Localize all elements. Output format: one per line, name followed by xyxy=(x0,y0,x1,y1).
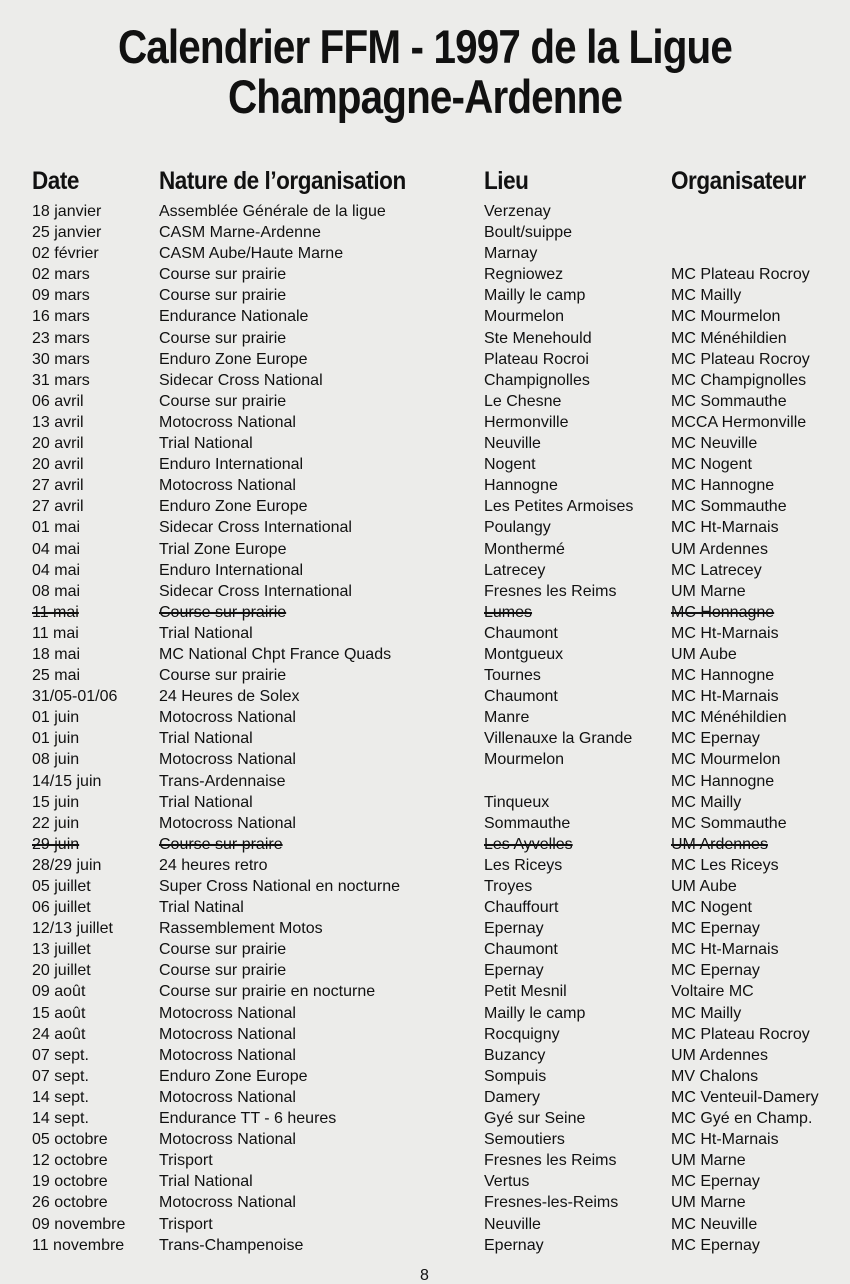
row-date: 18 janvier xyxy=(32,203,102,220)
row-organisateur: UM Aube xyxy=(671,645,737,663)
table-row xyxy=(0,328,850,349)
row-lieu: Monthermé xyxy=(484,540,565,558)
table-row-cancelled xyxy=(0,834,850,855)
row-date: 04 mai xyxy=(32,561,81,579)
row-organisateur: MC Champignolles xyxy=(671,371,807,389)
row-organisateur: MC Mailly xyxy=(671,287,742,305)
row-nature: Trial National xyxy=(159,624,253,642)
table-row xyxy=(0,686,850,707)
row-lieu: Chaumont xyxy=(484,624,558,642)
table-row xyxy=(0,560,850,581)
row-lieu: Fresnes les Reims xyxy=(484,1152,617,1170)
table-row xyxy=(0,412,850,433)
row-nature: Course sur praire xyxy=(159,835,283,853)
table-row xyxy=(0,792,850,813)
table-row xyxy=(0,1214,850,1235)
table-row xyxy=(0,1192,850,1213)
row-date: 31 mars xyxy=(32,371,90,389)
header-date: Date xyxy=(32,167,79,195)
row-date: 27 avril xyxy=(32,477,84,495)
row-date: 12/13 juillet xyxy=(32,920,113,938)
table-row xyxy=(0,960,850,981)
table-row xyxy=(0,496,850,517)
row-organisateur: MC Plateau Rocroy xyxy=(671,350,810,368)
row-lieu: Chauffourt xyxy=(484,899,559,917)
row-nature: Course sur prairie xyxy=(159,287,287,305)
row-organisateur: MV Chalons xyxy=(671,1067,759,1085)
row-lieu: Montgueux xyxy=(484,645,564,663)
row-lieu: Fresnes les Reims xyxy=(484,582,617,600)
row-date: 20 avril xyxy=(32,456,84,474)
row-lieu: Villenauxe la Grande xyxy=(484,730,633,748)
row-nature: Course sur prairie en nocturne xyxy=(159,983,376,1001)
table-row-cancelled xyxy=(0,602,850,623)
row-nature: 24 Heures de Solex xyxy=(159,688,300,706)
row-lieu: Fresnes-les-Reims xyxy=(484,1194,619,1212)
row-lieu: Mailly le camp xyxy=(484,287,586,305)
row-nature: Sidecar Cross National xyxy=(159,371,323,389)
row-date: 14/15 juin xyxy=(32,772,102,790)
row-date: 06 juillet xyxy=(32,899,91,917)
table-row xyxy=(0,475,850,496)
row-nature: CASM Aube/Haute Marne xyxy=(159,245,344,263)
row-nature: Sidecar Cross International xyxy=(159,519,352,537)
row-organisateur: MC Venteuil-Damery xyxy=(671,1088,819,1106)
row-nature: Course sur prairie xyxy=(159,941,287,959)
row-nature: Enduro International xyxy=(159,456,304,474)
row-organisateur: MC Neuville xyxy=(671,435,758,453)
table-row xyxy=(0,306,850,327)
table-row xyxy=(0,1024,850,1045)
table-row xyxy=(0,897,850,918)
table-row xyxy=(0,1129,850,1150)
row-date: 01 juin xyxy=(32,730,80,748)
row-organisateur: MC Mailly xyxy=(671,793,742,811)
row-organisateur: MC Mourmelon xyxy=(671,308,781,326)
row-lieu: Poulangy xyxy=(484,519,551,537)
row-lieu: Vertus xyxy=(484,1173,530,1191)
row-nature: Motocross National xyxy=(159,477,296,495)
row-date: 22 juin xyxy=(32,814,80,832)
page-number: 8 xyxy=(420,1267,429,1284)
row-nature: CASM Marne-Ardenne xyxy=(159,224,321,242)
row-nature: Motocross National xyxy=(159,814,296,832)
row-date: 30 mars xyxy=(32,350,90,368)
table-row xyxy=(0,433,850,454)
row-lieu: Sommauthe xyxy=(484,814,571,832)
table-row xyxy=(0,876,850,897)
table-row xyxy=(0,855,850,876)
row-lieu: Neuville xyxy=(484,435,541,453)
table-row xyxy=(0,813,850,834)
row-nature: Rassemblement Motos xyxy=(159,920,323,938)
row-date: 24 août xyxy=(32,1025,86,1043)
table-row xyxy=(0,1045,850,1066)
table-row xyxy=(0,285,850,306)
row-organisateur: MC Plateau Rocroy xyxy=(671,266,810,284)
table-row xyxy=(0,391,850,412)
row-lieu: Plateau Rocroi xyxy=(484,350,589,368)
row-organisateur: MC Neuville xyxy=(671,1215,758,1233)
table-row xyxy=(0,771,850,792)
row-date: 15 août xyxy=(32,1004,86,1022)
row-lieu: Sompuis xyxy=(484,1067,547,1085)
row-lieu: Mourmelon xyxy=(484,308,565,326)
row-date: 19 octobre xyxy=(32,1173,108,1191)
table-row xyxy=(0,918,850,939)
row-date: 20 juillet xyxy=(32,962,91,980)
row-lieu: Lumes xyxy=(484,603,533,621)
table-row xyxy=(0,1235,850,1256)
row-nature: Endurance Nationale xyxy=(159,308,309,326)
row-lieu: Boult/suippe xyxy=(484,224,573,242)
row-nature: Motocross National xyxy=(159,1025,296,1043)
row-organisateur: MC Les Riceys xyxy=(671,856,779,874)
row-date: 16 mars xyxy=(32,308,90,326)
table-row xyxy=(0,370,850,391)
table-row xyxy=(0,222,850,243)
row-date: 02 février xyxy=(32,245,99,263)
row-lieu: Semoutiers xyxy=(484,1131,565,1149)
row-lieu: Gyé sur Seine xyxy=(484,1110,586,1128)
row-organisateur: MC Ht-Marnais xyxy=(671,624,779,642)
row-lieu: Troyes xyxy=(484,878,533,895)
row-nature: Course sur prairie xyxy=(159,329,287,347)
row-nature: Course sur prairie xyxy=(159,392,287,410)
row-organisateur: MC Ht-Marnais xyxy=(671,519,779,537)
row-lieu: Tinqueux xyxy=(484,793,550,811)
row-date: 15 juin xyxy=(32,793,80,811)
row-organisateur: MC Sommauthe xyxy=(671,392,787,410)
row-organisateur: MC Epernay xyxy=(671,730,760,748)
row-organisateur: MC Hannogne xyxy=(671,477,775,495)
row-organisateur: MC Epernay xyxy=(671,1173,760,1191)
table-row xyxy=(0,539,850,560)
row-nature: Course sur prairie xyxy=(159,266,287,284)
table-row xyxy=(0,1066,850,1087)
table-row xyxy=(0,623,850,644)
row-date: 07 sept. xyxy=(32,1067,89,1085)
row-date: 14 sept. xyxy=(32,1088,89,1106)
table-row xyxy=(0,349,850,370)
row-lieu: Nogent xyxy=(484,456,536,474)
row-organisateur: MC Nogent xyxy=(671,899,752,917)
row-nature: Motocross National xyxy=(159,1131,296,1149)
row-nature: Super Cross National en nocturne xyxy=(159,878,401,895)
row-organisateur: MC Sommauthe xyxy=(671,814,787,832)
row-organisateur: UM Marne xyxy=(671,1152,746,1170)
row-date: 31/05-01/06 xyxy=(32,688,118,706)
table-row xyxy=(0,454,850,475)
row-organisateur: MC Latrecey xyxy=(671,561,762,579)
row-organisateur: UM Ardennes xyxy=(671,540,768,558)
row-lieu: Champignolles xyxy=(484,371,590,389)
row-lieu: Latrecey xyxy=(484,561,546,579)
row-nature: Trisport xyxy=(159,1215,213,1233)
row-lieu: Damery xyxy=(484,1088,541,1106)
row-date: 20 avril xyxy=(32,435,84,453)
row-lieu: Verzenay xyxy=(484,203,551,220)
row-lieu: Buzancy xyxy=(484,1046,546,1064)
row-nature: Trial National xyxy=(159,730,253,748)
row-nature: MC National Chpt France Quads xyxy=(159,645,392,663)
page-title: Calendrier FFM - 1997 de la Ligue xyxy=(117,20,733,73)
table-row xyxy=(0,1087,850,1108)
table-row xyxy=(0,581,850,602)
row-date: 05 juillet xyxy=(32,878,91,895)
row-date: 02 mars xyxy=(32,266,90,284)
row-nature: Motocross National xyxy=(159,1046,296,1064)
row-lieu: Petit Mesnil xyxy=(484,983,567,1001)
row-organisateur: MC Ht-Marnais xyxy=(671,1131,779,1149)
row-date: 11 mai xyxy=(32,603,79,621)
row-date: 12 octobre xyxy=(32,1152,108,1170)
table-row xyxy=(0,517,850,538)
row-organisateur: MC Epernay xyxy=(671,962,760,980)
row-date: 09 novembre xyxy=(32,1215,126,1233)
row-nature: Endurance TT - 6 heures xyxy=(159,1110,337,1128)
row-organisateur: MC Ménéhildien xyxy=(671,329,787,347)
row-lieu: Regniowez xyxy=(484,266,564,284)
table-row xyxy=(0,707,850,728)
row-nature: Motocross National xyxy=(159,751,296,769)
row-organisateur: UM Marne xyxy=(671,1194,746,1212)
table-row xyxy=(0,1150,850,1171)
row-date: 09 août xyxy=(32,983,86,1001)
row-date: 06 avril xyxy=(32,392,84,410)
table-row xyxy=(0,981,850,1002)
row-nature: Trans-Ardennaise xyxy=(159,772,286,790)
row-organisateur: MC Honnagne xyxy=(671,603,775,621)
row-organisateur: MC Mourmelon xyxy=(671,751,781,769)
row-date: 07 sept. xyxy=(32,1046,89,1064)
row-nature: Trial National xyxy=(159,1173,253,1191)
row-lieu: Neuville xyxy=(484,1215,541,1233)
row-date: 28/29 juin xyxy=(32,856,102,874)
row-nature: Trisport xyxy=(159,1152,213,1170)
row-organisateur: UM Ardennes xyxy=(671,1046,768,1064)
row-nature: Motocross National xyxy=(159,1004,296,1022)
row-nature: Motocross National xyxy=(159,413,296,431)
row-date: 08 mai xyxy=(32,582,81,600)
row-nature: Enduro Zone Europe xyxy=(159,498,308,516)
row-date: 18 mai xyxy=(32,645,81,663)
row-lieu: Marnay xyxy=(484,245,538,263)
row-organisateur: UM Aube xyxy=(671,878,737,895)
row-lieu: Chaumont xyxy=(484,688,558,706)
row-organisateur: MC Gyé en Champ. xyxy=(671,1110,813,1128)
row-organisateur: MC Plateau Rocroy xyxy=(671,1025,810,1043)
row-organisateur: Voltaire MC xyxy=(671,983,754,1001)
row-date: 25 janvier xyxy=(32,224,102,242)
row-nature: Motocross National xyxy=(159,709,296,727)
row-organisateur: MC Ht-Marnais xyxy=(671,941,779,959)
row-lieu: Rocquigny xyxy=(484,1025,560,1043)
row-date: 13 avril xyxy=(32,413,84,431)
row-nature: Trial Zone Europe xyxy=(159,540,287,558)
row-date: 11 mai xyxy=(32,624,79,642)
table-row xyxy=(0,1003,850,1024)
row-nature: Enduro Zone Europe xyxy=(159,350,308,368)
row-organisateur: MC Epernay xyxy=(671,1236,760,1254)
row-lieu: Manre xyxy=(484,709,530,727)
row-date: 27 avril xyxy=(32,498,84,516)
header-organisateur: Organisateur xyxy=(671,167,806,195)
row-organisateur: MC Epernay xyxy=(671,920,760,938)
row-lieu: Mourmelon xyxy=(484,751,565,769)
row-organisateur: UM Ardennes xyxy=(671,835,768,853)
calendar-table xyxy=(0,201,850,1256)
table-row xyxy=(0,728,850,749)
row-nature: Course sur prairie xyxy=(159,962,287,980)
row-organisateur: MC Hannogne xyxy=(671,772,775,790)
row-nature: Motocross National xyxy=(159,1194,296,1212)
row-lieu: Hermonville xyxy=(484,413,569,431)
row-organisateur: MC Nogent xyxy=(671,456,752,474)
row-lieu: Les Petites Armoises xyxy=(484,498,634,516)
row-date: 25 mai xyxy=(32,667,81,685)
row-date: 08 juin xyxy=(32,751,80,769)
row-date: 13 juillet xyxy=(32,941,91,959)
row-nature: Trans-Champenoise xyxy=(159,1236,304,1254)
row-nature: Motocross National xyxy=(159,1088,296,1106)
row-organisateur: UM Marne xyxy=(671,582,746,600)
row-date: 14 sept. xyxy=(32,1110,89,1128)
row-date: 23 mars xyxy=(32,329,90,347)
row-date: 01 juin xyxy=(32,709,80,727)
row-nature: Enduro International xyxy=(159,561,304,579)
row-lieu: Epernay xyxy=(484,1236,544,1254)
row-lieu: Ste Menehould xyxy=(484,329,592,347)
row-nature: 24 heures retro xyxy=(159,856,268,874)
row-nature: Assemblée Générale de la ligue xyxy=(159,203,386,220)
row-date: 11 novembre xyxy=(32,1236,125,1254)
row-organisateur: MCCA Hermonville xyxy=(671,413,807,431)
table-row xyxy=(0,264,850,285)
row-nature: Enduro Zone Europe xyxy=(159,1067,308,1085)
row-nature: Course sur prairie xyxy=(159,667,287,685)
table-row xyxy=(0,939,850,960)
row-organisateur: MC Ht-Marnais xyxy=(671,688,779,706)
row-nature: Course sur prairie xyxy=(159,603,287,621)
row-lieu: Chaumont xyxy=(484,941,558,959)
row-date: 26 octobre xyxy=(32,1194,108,1212)
header-nature: Nature de l’organisation xyxy=(159,167,406,195)
row-organisateur: MC Hannogne xyxy=(671,667,775,685)
row-lieu: Tournes xyxy=(484,667,541,685)
table-row xyxy=(0,243,850,264)
row-date: 01 mai xyxy=(32,519,81,537)
table-row xyxy=(0,1108,850,1129)
row-lieu: Les Riceys xyxy=(484,856,563,874)
row-lieu: Les Ayvelles xyxy=(484,835,573,853)
row-nature: Trial National xyxy=(159,793,253,811)
row-lieu: Epernay xyxy=(484,920,544,938)
row-organisateur: MC Mailly xyxy=(671,1004,742,1022)
row-lieu: Le Chesne xyxy=(484,392,562,410)
header-lieu: Lieu xyxy=(484,167,529,195)
table-row xyxy=(0,644,850,665)
table-row xyxy=(0,201,850,222)
row-lieu: Epernay xyxy=(484,962,544,980)
row-date: 05 octobre xyxy=(32,1131,108,1149)
row-nature: Trial Natinal xyxy=(159,899,244,917)
row-organisateur: MC Ménéhildien xyxy=(671,709,787,727)
page-subtitle: Champagne-Ardenne xyxy=(227,70,623,123)
table-row xyxy=(0,749,850,770)
row-lieu: Mailly le camp xyxy=(484,1004,586,1022)
row-nature: Sidecar Cross International xyxy=(159,582,352,600)
row-date: 09 mars xyxy=(32,287,90,305)
row-organisateur: MC Sommauthe xyxy=(671,498,787,516)
table-row xyxy=(0,665,850,686)
row-nature: Trial National xyxy=(159,435,253,453)
row-lieu: Hannogne xyxy=(484,477,558,495)
row-date: 29 juin xyxy=(32,835,80,853)
row-date: 04 mai xyxy=(32,540,81,558)
table-row xyxy=(0,1171,850,1192)
